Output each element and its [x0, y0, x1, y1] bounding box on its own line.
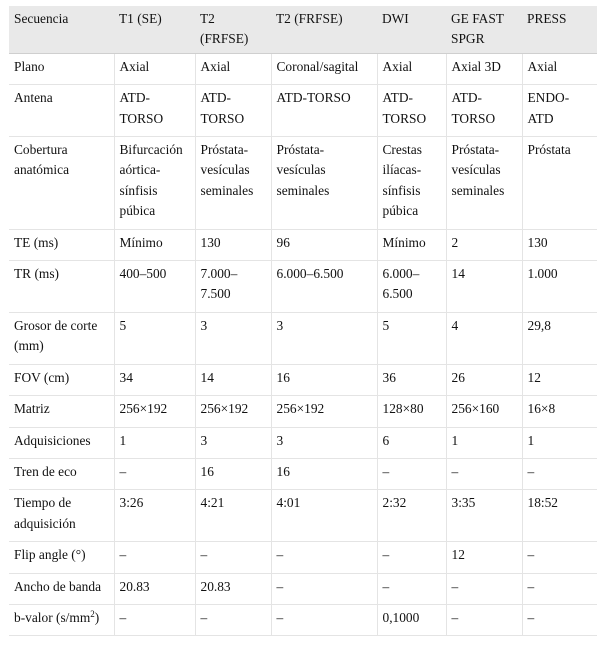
table-cell: –: [114, 542, 195, 573]
table-cell: 96: [271, 229, 377, 260]
table-cell: 20.83: [195, 573, 271, 604]
table-row: [9, 364, 597, 395]
table-cell: ENDO-ATD: [522, 85, 597, 137]
header-cell: T2 (FRFSE): [271, 6, 377, 53]
table-cell: 12: [522, 364, 597, 395]
row-label: Matriz: [9, 396, 114, 427]
table-cell: ATD-TORSO: [446, 85, 522, 137]
table-cell: 1.000: [522, 261, 597, 313]
table-cell: ATD-TORSO: [377, 85, 446, 137]
table-cell: 16: [271, 458, 377, 489]
row-label: TR (ms): [9, 261, 114, 313]
table-row: [9, 542, 597, 573]
table-cell: Mínimo: [114, 229, 195, 260]
table-cell: Próstata: [522, 137, 597, 230]
table-cell: 36: [377, 364, 446, 395]
table-cell: –: [522, 604, 597, 635]
table-row: [9, 261, 597, 313]
table-cell: 2: [446, 229, 522, 260]
table-cell: ATD-TORSO: [114, 85, 195, 137]
table-cell: Axial: [114, 53, 195, 84]
table-row: [9, 53, 597, 84]
table-cell: 14: [446, 261, 522, 313]
table-cell: 16: [195, 458, 271, 489]
table-cell: 130: [195, 229, 271, 260]
table-cell: 16: [271, 364, 377, 395]
table-cell: Crestas ilíacas-sínfisis púbica: [377, 137, 446, 230]
table-cell: 128×80: [377, 396, 446, 427]
table-cell: 4:21: [195, 490, 271, 542]
table-cell: –: [377, 573, 446, 604]
table-cell: 14: [195, 364, 271, 395]
table-cell: Coronal/sagital: [271, 53, 377, 84]
row-label: Tiempo de adquisición: [9, 490, 114, 542]
table-cell: 4:01: [271, 490, 377, 542]
table-cell: 18:52: [522, 490, 597, 542]
table-cell: Próstata-vesículas seminales: [195, 137, 271, 230]
table-cell: 29,8: [522, 312, 597, 364]
row-label: Ancho de banda: [9, 573, 114, 604]
table-cell: –: [446, 604, 522, 635]
table-header-row: [9, 6, 597, 53]
table-cell: 3: [195, 427, 271, 458]
table-cell: 2:32: [377, 490, 446, 542]
table-cell: 3: [195, 312, 271, 364]
table-cell: 5: [377, 312, 446, 364]
table-cell: 3: [271, 312, 377, 364]
table-cell: Mínimo: [377, 229, 446, 260]
table-cell: 6.000–6.500: [377, 261, 446, 313]
row-label: Tren de eco: [9, 458, 114, 489]
table-cell: ATD-TORSO: [195, 85, 271, 137]
table-cell: 12: [446, 542, 522, 573]
row-label: Plano: [9, 53, 114, 84]
table-cell: –: [446, 458, 522, 489]
row-label: [9, 604, 114, 635]
parameters-table-container: [9, 6, 597, 636]
table-cell: 256×192: [195, 396, 271, 427]
table-cell: 4: [446, 312, 522, 364]
table-cell: 1: [522, 427, 597, 458]
table-cell: –: [271, 573, 377, 604]
row-label: Flip angle (°): [9, 542, 114, 573]
table-cell: 5: [114, 312, 195, 364]
table-row: [9, 312, 597, 364]
row-label: Antena: [9, 85, 114, 137]
header-cell: DWI: [377, 6, 446, 53]
mri-sequence-parameters-table: [9, 6, 597, 636]
row-label: Cobertura anatómica: [9, 137, 114, 230]
table-cell: –: [377, 458, 446, 489]
table-cell: 16×8: [522, 396, 597, 427]
table-cell: –: [446, 573, 522, 604]
table-cell: Axial 3D: [446, 53, 522, 84]
header-cell: GE FAST SPGR: [446, 6, 522, 53]
table-cell: 34: [114, 364, 195, 395]
table-cell: 3:26: [114, 490, 195, 542]
table-row: [9, 137, 597, 230]
table-cell: 130: [522, 229, 597, 260]
table-cell: Próstata-vesículas seminales: [446, 137, 522, 230]
table-row: [9, 396, 597, 427]
row-label: Adquisiciones: [9, 427, 114, 458]
table-cell: 256×192: [271, 396, 377, 427]
table-cell: 20.83: [114, 573, 195, 604]
table-cell: –: [195, 542, 271, 573]
table-cell: –: [271, 542, 377, 573]
table-row: [9, 427, 597, 458]
header-cell: T2 (FRFSE): [195, 6, 271, 53]
table-cell: Axial: [195, 53, 271, 84]
table-cell: 0,1000: [377, 604, 446, 635]
row-label-end: ): [94, 609, 100, 625]
table-cell: –: [522, 573, 597, 604]
header-cell: PRESS: [522, 6, 597, 53]
table-cell: –: [114, 458, 195, 489]
header-cell: Secuencia: [9, 6, 114, 53]
table-cell: 26: [446, 364, 522, 395]
table-cell: 256×160: [446, 396, 522, 427]
table-cell: –: [522, 458, 597, 489]
table-cell: 6.000–6.500: [271, 261, 377, 313]
table-cell: –: [114, 604, 195, 635]
table-cell: 3:35: [446, 490, 522, 542]
table-cell: –: [377, 542, 446, 573]
table-row: [9, 604, 597, 635]
table-cell: 256×192: [114, 396, 195, 427]
table-cell: –: [271, 604, 377, 635]
table-row: [9, 490, 597, 542]
table-row: [9, 573, 597, 604]
row-label-superscript: 2: [90, 608, 95, 619]
table-cell: 3: [271, 427, 377, 458]
row-label: FOV (cm): [9, 364, 114, 395]
header-cell: T1 (SE): [114, 6, 195, 53]
table-cell: 7.000–7.500: [195, 261, 271, 313]
table-cell: Próstata-vesículas seminales: [271, 137, 377, 230]
table-row: [9, 85, 597, 137]
table-cell: Axial: [522, 53, 597, 84]
table-cell: 1: [114, 427, 195, 458]
table-cell: ATD-TORSO: [271, 85, 377, 137]
table-cell: 1: [446, 427, 522, 458]
table-row: [9, 458, 597, 489]
row-label: TE (ms): [9, 229, 114, 260]
table-cell: –: [195, 604, 271, 635]
table-cell: 6: [377, 427, 446, 458]
row-label: Grosor de corte (mm): [9, 312, 114, 364]
table-row: [9, 229, 597, 260]
table-cell: 400–500: [114, 261, 195, 313]
row-label-main: b-valor (s/mm: [14, 609, 91, 625]
table-cell: Bifurcación aórtica-sínfisis púbica: [114, 137, 195, 230]
table-cell: Axial: [377, 53, 446, 84]
table-cell: –: [522, 542, 597, 573]
